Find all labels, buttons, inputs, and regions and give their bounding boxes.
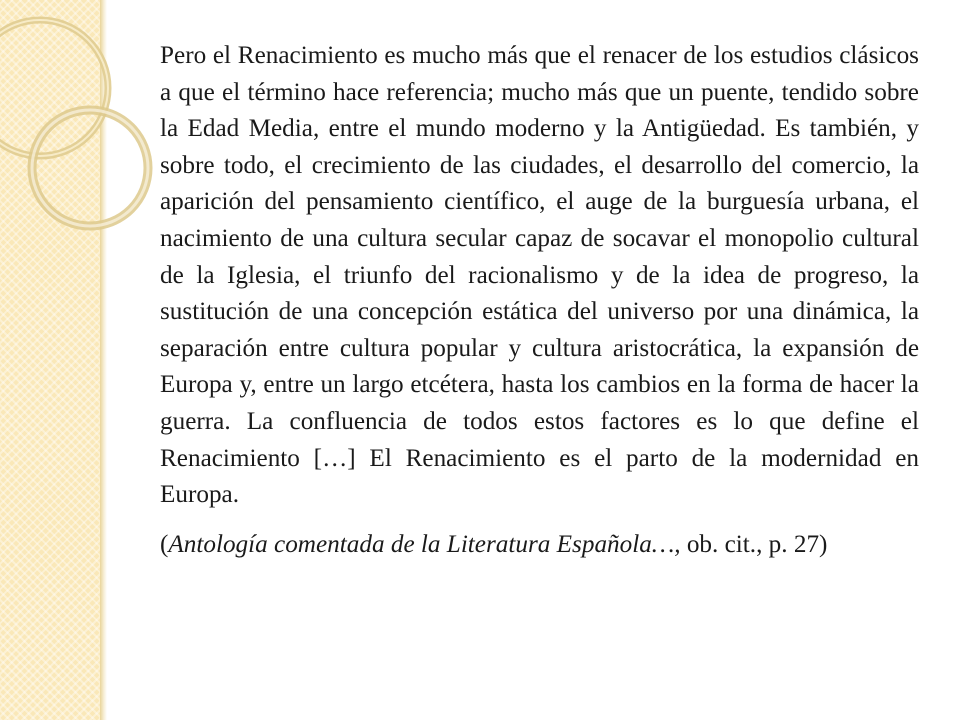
slide-content [160, 38, 919, 563]
citation-reference: ob. cit., p. 27) [680, 530, 828, 558]
citation-title: Antología comentada de la Literatura Española…, [168, 530, 681, 558]
citation-open-paren: ( [160, 530, 169, 558]
large-ring [0, 20, 108, 156]
quote-paragraph: Pero el Renacimiento es mucho más que el renacer de los estudios clásicos a que el término hace referencia; mucho más que un puente, tendido sobre la Edad Media, entre el mundo moderno y la Antigüedad. Es también, y sobre todo, el crecimiento de las ciudades, el desarrollo del comercio, la aparición del pensamiento científico, el auge de la burguesía urbana, el nacimiento de una cultura secular capaz de socavar el monopolio cultural de la Iglesia, el triunfo del racionalismo y de la idea de progreso, la sustitución de una concepción estática del universo por una dinámica, la separación entre cultura popular y cultura aristocrática, la expansión de Europa y, entre un largo etcétera, hasta los cambios en la forma de hacer la guerra. La confluencia de todos estos factores es lo que define el Renacimiento […] El Renacimiento es el parto de la modernidad en Europa. [160, 42, 919, 509]
citation-line [160, 527, 919, 564]
decorative-rings [0, 0, 140, 260]
small-ring-highlight [32, 110, 148, 226]
